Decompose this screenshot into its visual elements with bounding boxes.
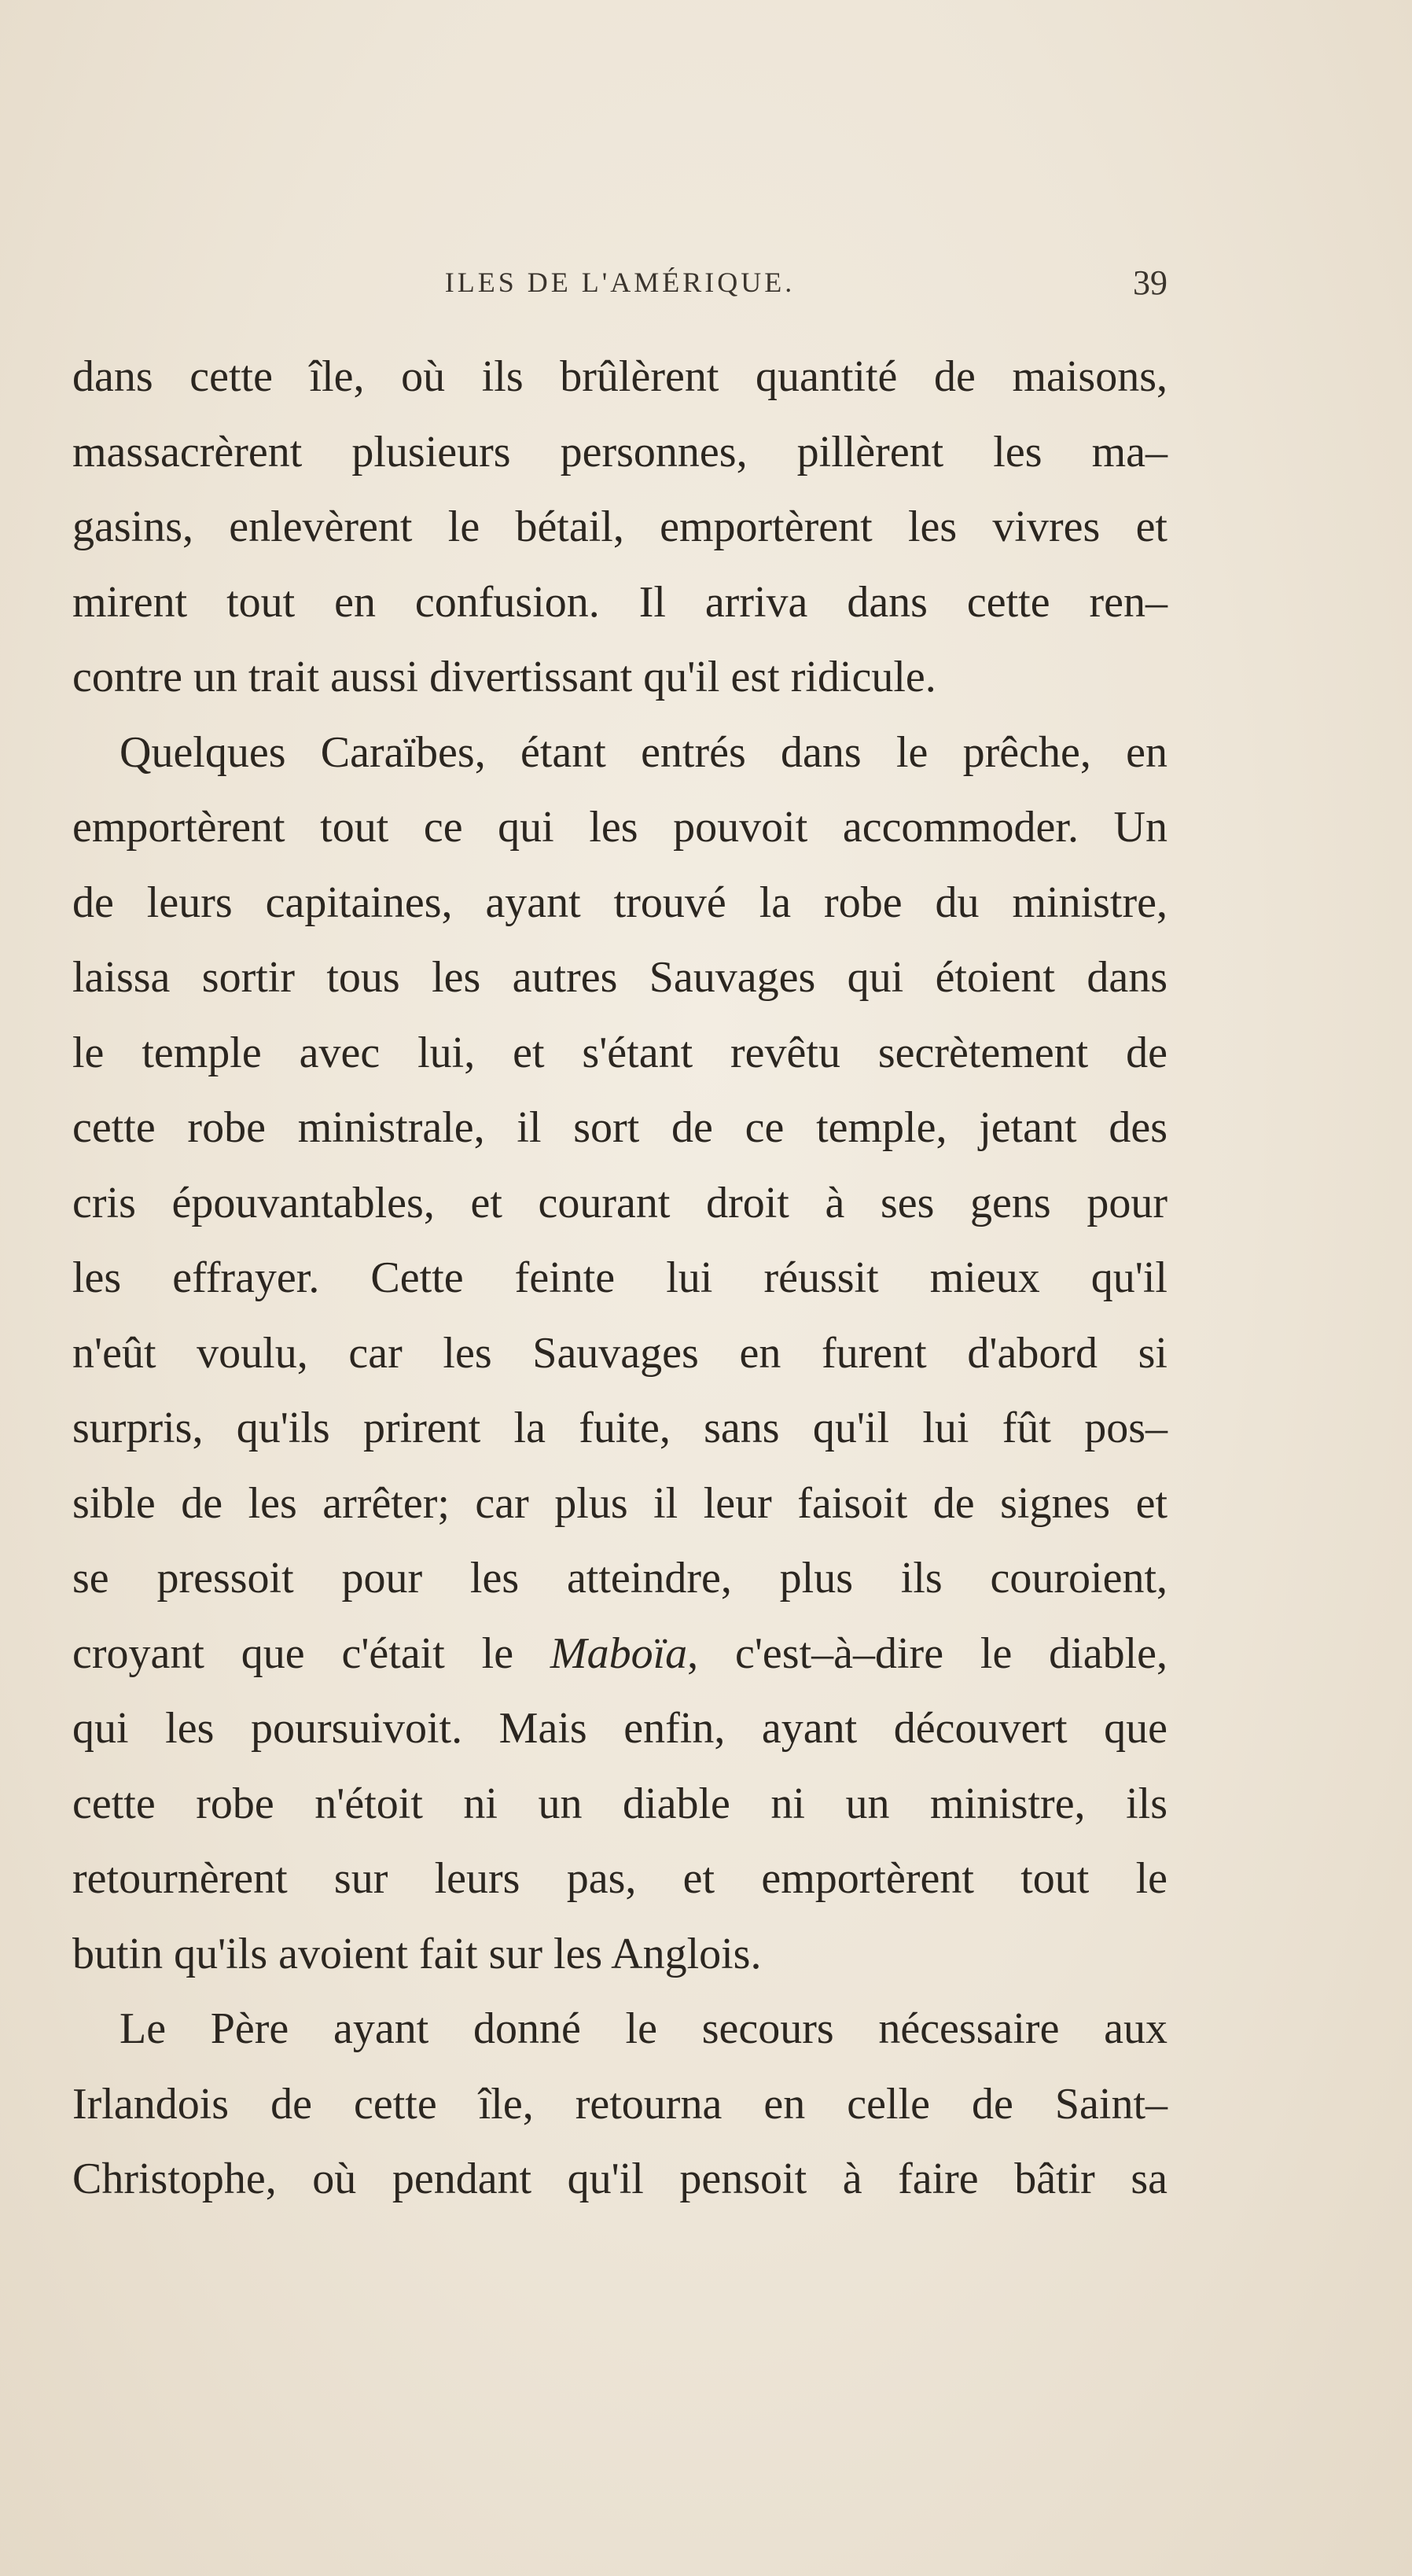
text-line: les effrayer. Cette feinte lui réussit mieux qu'il	[72, 1253, 1167, 1302]
text-line: cette robe ministrale, il sort de ce temple, jetant des	[72, 1103, 1167, 1152]
text-line: mirent tout en confusion. Il arriva dans cette ren–	[72, 577, 1167, 627]
text-line-part: , c'est–à–dire le diable,	[687, 1628, 1167, 1678]
paragraph-1	[72, 340, 1167, 716]
text-line: laissa sortir tous les autres Sauvages qui étoient dans	[72, 953, 1167, 1002]
page-header	[72, 263, 1167, 329]
text-line: Christophe, où pendant qu'il pensoit à faire bâtir sa	[72, 2155, 1167, 2203]
text-line: Le Père ayant donné le secours nécessaire aux	[120, 2004, 1167, 2053]
text-line: surpris, qu'ils prirent la fuite, sans qu'il lui fût pos–	[72, 1404, 1167, 1452]
text-line: butin qu'ils avoient fait sur les Anglois.	[72, 1929, 762, 1978]
body-text	[72, 340, 1167, 2217]
text-line: dans cette île, où ils brûlèrent quantité de maisons,	[72, 352, 1167, 401]
running-title: ILES DE L'AMÉRIQUE.	[444, 267, 796, 298]
text-line: Irlandois de cette île, retourna en celle de Saint–	[72, 2079, 1167, 2129]
text-line: n'eût voulu, car les Sauvages en furent d'abord si	[72, 1328, 1167, 1378]
page-number: 39	[1133, 263, 1167, 302]
paragraph-3	[72, 1992, 1167, 2217]
text-line: gasins, enlevèrent le bétail, emportèrent les vivres et	[72, 502, 1167, 551]
text-line: Quelques Caraïbes, étant entrés dans le prêche, en	[120, 727, 1167, 777]
text-line: cris épouvantables, et courant droit à ses gens pour	[72, 1178, 1167, 1227]
text-line: retournèrent sur leurs pas, et emportèrent tout le	[72, 1854, 1167, 1903]
text-line	[72, 1617, 1167, 1692]
text-line: se pressoit pour les atteindre, plus ils couroient,	[72, 1554, 1167, 1603]
text-line: qui les poursuivoit. Mais enfin, ayant découvert que	[72, 1704, 1167, 1753]
text-line-part: croyant que c'était le	[72, 1628, 550, 1678]
text-line: massacrèrent plusieurs personnes, pillèrent les ma–	[72, 427, 1167, 477]
text-line: sible de les arrêter; car plus il leur faisoit de signes et	[72, 1478, 1167, 1528]
italic-term: Maboïa	[550, 1628, 688, 1678]
text-line: emportèrent tout ce qui les pouvoit accommoder. Un	[72, 803, 1167, 852]
paragraph-2	[72, 716, 1167, 1993]
text-line: le temple avec lui, et s'étant revêtu secrètement de	[72, 1028, 1167, 1077]
text-line: cette robe n'étoit ni un diable ni un ministre, ils	[72, 1779, 1167, 1828]
text-line: de leurs capitaines, ayant trouvé la robe du ministre,	[72, 878, 1167, 927]
text-line: contre un trait aussi divertissant qu'il est ridicule.	[72, 653, 936, 701]
